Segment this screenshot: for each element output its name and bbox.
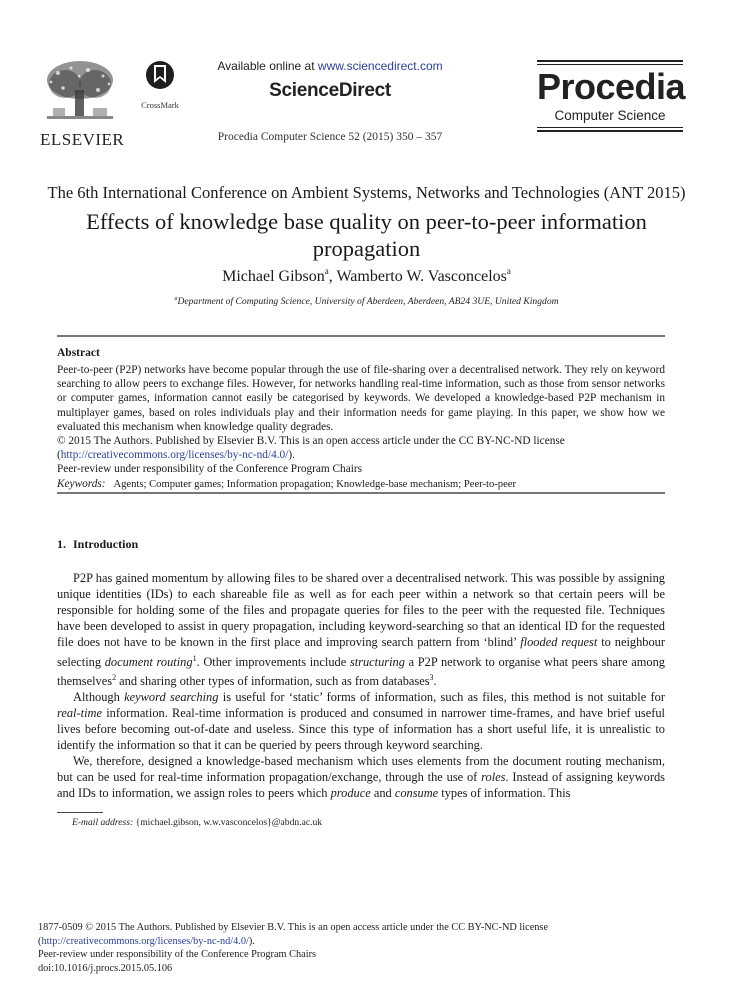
abstract-peer-review: Peer-review under responsibility of the Conference Program Chairs (57, 463, 363, 476)
footer-license-link[interactable]: http://creativecommons.org/licenses/by-nc-nd/4.0/ (41, 935, 249, 947)
procedia-subtitle: Computer Science (554, 108, 666, 123)
available-prefix: Available online at (217, 59, 318, 73)
paren-open: ( (57, 449, 61, 462)
paragraph (57, 690, 665, 754)
affiliation-mark: a (324, 266, 329, 276)
crossmark-badge[interactable] (136, 60, 184, 110)
elsevier-tree-icon (43, 58, 117, 124)
conference-name: The 6th International Conference on Ambient Systems, Networks and Technologies (ANT 2015) (47, 183, 686, 202)
procedia-logo (537, 60, 686, 140)
page-footer (38, 921, 598, 975)
footnote-email (72, 817, 322, 828)
keywords-line (57, 477, 665, 492)
emphasis: keyword searching (124, 690, 219, 705)
text-run: a P2P network to organise what peers share among themselves (57, 654, 665, 689)
text-run: . Instead of assigning keywords and IDs to information, we assign roles to peers which (57, 769, 665, 800)
emphasis: consume (394, 785, 439, 800)
section-heading-introduction (57, 537, 138, 552)
text-run: information. Real-time information is produced and consumed in narrower time-frames, and have brief useful lives before becoming out-of-date and useless. Since this type of information has a short useful life, it is unrealistic to identify the information so that it can be queried by peers through keyword searching. (57, 706, 665, 753)
emphasis: produce (330, 785, 371, 800)
license-link[interactable]: http://creativecommons.org/licenses/by-nc-nd/4.0/ (60, 449, 289, 462)
citation-ref[interactable]: 3 (429, 673, 434, 683)
author-list (0, 266, 733, 286)
text-run: We, therefore, designed a knowledge-based mechanism which uses elements from the document routing mechanism, but can be used for real-time information propagation/exchange, through the use of (57, 753, 665, 784)
footer-copyright: 1877-0509 © 2015 The Authors. Published by Elsevier B.V. This is an open access article under the CC BY-NC-ND license (38, 922, 549, 933)
crossmark-icon (145, 60, 175, 94)
emphasis: flooded request (520, 634, 598, 649)
emphasis: structuring (349, 654, 405, 669)
footer-license (38, 935, 598, 949)
citation-ref[interactable]: 1 (192, 653, 197, 663)
text-run: . Other improvements include (196, 654, 350, 669)
section-number: 1. (57, 537, 66, 551)
elsevier-logo (40, 58, 125, 149)
abstract-top-rule (57, 335, 665, 337)
paren-close: ). (248, 935, 255, 947)
procedia-bar-bottom-2 (537, 130, 683, 132)
emphasis: real-time (57, 706, 102, 721)
sciencedirect-link[interactable]: www.sciencedirect.com (317, 59, 443, 73)
footer-peer-review: Peer-review under responsibility of the Conference Program Chairs (38, 949, 317, 961)
procedia-bar-top-2 (537, 64, 683, 65)
abstract-text: Peer-to-peer (P2P) networks have become popular through the use of file-sharing over a decentralised network. They rely on keyword searching to allow peers to exchange files. However, for networks handling real-time information, such as those from sensor networks or computer games, information cannot easily be categorised by keywords. We developed a knowledge-based P2P mechanism in multiplayer games, based on roles individuals play and their information needs for game playing. In this paper, we show how we evaluated this mechanism when knowledge quality degrades. (57, 364, 665, 433)
affiliation (0, 296, 733, 307)
author-name: Michael Gibson (222, 268, 325, 285)
procedia-bar-top (537, 60, 683, 62)
journal-citation: Procedia Computer Science 52 (2015) 350 – 357 (217, 131, 443, 143)
crossmark-label: CrossMark (141, 100, 179, 110)
author-name: Wamberto W. Vasconcelos (336, 268, 507, 285)
abstract-license (57, 448, 665, 462)
paren-close: ). (288, 449, 295, 462)
emphasis: roles (481, 769, 506, 784)
available-online (200, 59, 460, 73)
paren-open: ( (38, 935, 42, 947)
author-separator: , (328, 268, 337, 285)
affiliation-mark: a (174, 296, 178, 302)
elsevier-wordmark: ELSEVIER (40, 130, 125, 149)
section-title: Introduction (73, 537, 139, 551)
paragraph (57, 571, 665, 690)
text-run: types of information. This (438, 785, 571, 800)
text-run: is useful for ‘static’ forms of information, such as files, this method is not suitable for (218, 690, 665, 705)
text-run: and sharing other types of information, such as from databases (116, 674, 430, 689)
emphasis: document routing (104, 654, 193, 669)
email-value: {michael.gibson, w.w.vasconcelos}@abdn.ac.uk (133, 817, 323, 828)
text-run: and (370, 785, 395, 800)
sciencedirect-brand: ScienceDirect (269, 80, 391, 101)
procedia-title: Procedia (537, 66, 686, 107)
affiliation-mark: a (506, 266, 511, 276)
abstract-body (57, 363, 665, 492)
text-run: to neighbour selecting (57, 634, 665, 669)
keywords-label: Keywords: (57, 477, 106, 490)
paragraph (57, 754, 665, 802)
email-label: E-mail address: (72, 817, 134, 828)
text-run: . (433, 674, 437, 689)
abstract-heading: Abstract (57, 347, 100, 359)
abstract-bottom-rule (57, 492, 665, 494)
procedia-bar-bottom (537, 127, 683, 128)
keywords-list: Agents; Computer games; Information propagation; Knowledge-base mechanism; Peer-to-peer (113, 478, 517, 490)
text-run: Although (73, 690, 125, 705)
affiliation-text: Department of Computing Science, University of Aberdeen, Aberdeen, AB24 3UE, United Kingdom (177, 296, 559, 307)
citation-ref[interactable]: 2 (112, 673, 117, 683)
abstract-copyright: © 2015 The Authors. Published by Elsevier B.V. This is an open access article under the CC BY-NC-ND license (57, 435, 565, 448)
text-run: P2P has gained momentum by allowing files to be shared over a decentralised network. This was possible by assigning unique identities (IDs) to each shareable file as well as for each peer within a network so that certain peers will be responsible for holding some of the files and propagate queries for files to the peer with the requested file. Techniques have been developed to assist in query propagation, including keyword-searching so that an identical ID for the requested file does not have to be known in the first place and improving search pattern from ‘blind’ (57, 571, 665, 649)
footnote-rule (57, 812, 103, 813)
introduction-body (57, 571, 665, 802)
footer-doi[interactable]: doi:10.1016/j.procs.2015.05.106 (38, 962, 173, 974)
paper-title: Effects of knowledge base quality on peer-to-peer information propagation (86, 209, 647, 261)
